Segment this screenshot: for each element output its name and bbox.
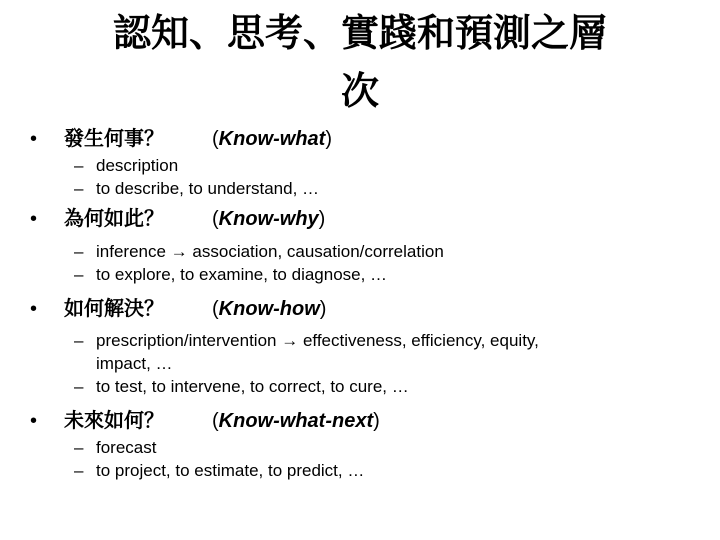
sub-item-pre: inference [96,242,166,261]
bullet-icon: • [30,128,38,150]
bullet-item-know-what-next [30,406,380,435]
bullet-item-know-what [30,124,332,153]
sub-item-pre: prescription/intervention [96,331,277,350]
dash-icon: – [74,156,84,175]
sub-item-text: description [96,156,179,175]
sub-item-text: to describe, to understand, … [96,179,320,198]
title-line-2: 次 [340,69,379,113]
sub-item [74,241,444,263]
dash-icon: – [74,265,84,284]
sub-item [74,330,539,352]
title-line-1: 認知、思考、實踐和預測之層 [112,11,607,55]
dash-icon: – [74,331,84,350]
sub-item [74,460,364,482]
sub-item [74,376,409,398]
sub-item-text: to test, to intervene, to correct, to cure, … [96,377,409,396]
sub-item [74,155,178,177]
sub-item [74,264,387,286]
bullet-item-know-how [30,294,326,323]
sub-item-text: to project, to estimate, to predict, … [96,461,365,480]
sub-item-post: association, causation/correlation [192,242,444,261]
sub-item [74,437,156,459]
slide-title [40,4,680,120]
bullet-question: 如何解決？ [64,296,164,320]
bullet-know-label: (Know-what-next) [212,410,380,432]
bullet-know-label: (Know-how) [212,298,327,320]
bullet-know-label: (Know-why) [212,208,326,230]
dash-icon: – [74,179,84,198]
arrow-right-icon: → [170,242,188,261]
arrow-right-icon: → [281,331,299,350]
bullet-question: 發生何事？ [64,126,164,150]
bullet-item-know-why [30,204,325,233]
sub-item-text: forecast [96,438,157,457]
sub-item-continuation: impact, … [96,354,173,373]
bullet-question: 為何如此？ [64,206,164,230]
bullet-question: 未來如何？ [64,408,164,432]
dash-icon: – [74,438,84,457]
bullet-icon: • [30,208,38,230]
dash-icon: – [74,377,84,396]
bullet-icon: • [30,410,38,432]
dash-icon: – [74,461,84,480]
sub-item-post: effectiveness, efficiency, equity, [302,331,539,350]
dash-icon: – [74,242,84,261]
bullet-icon: • [30,298,38,320]
bullet-know-label: (Know-what) [212,128,332,150]
sub-item [74,178,319,200]
sub-item-text: to explore, to examine, to diagnose, … [96,265,388,284]
